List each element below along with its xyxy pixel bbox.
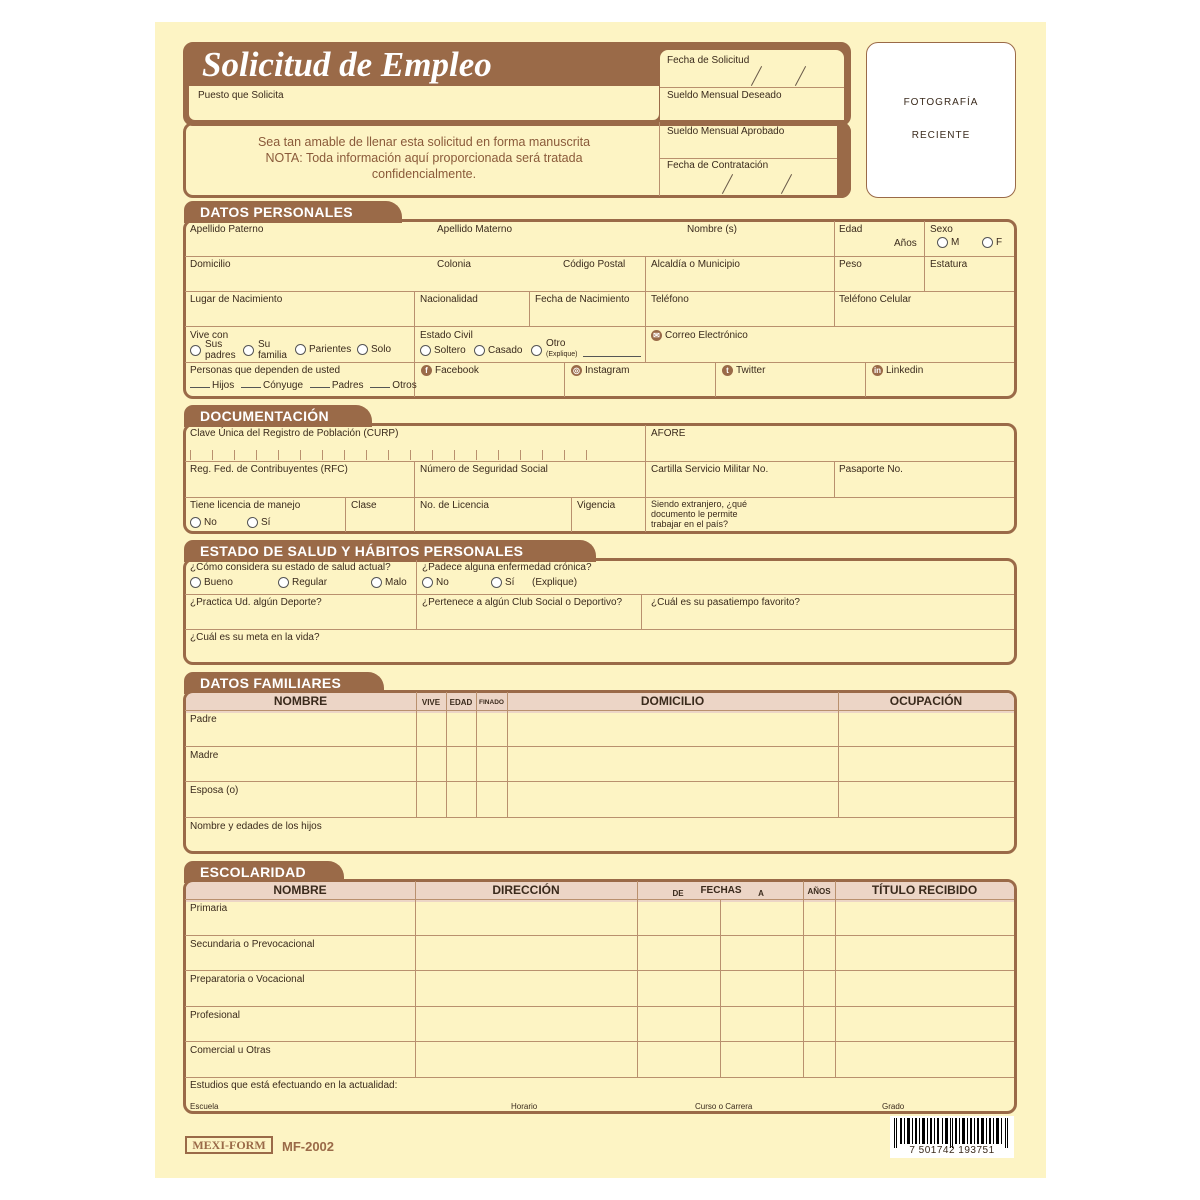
option-label: Casado — [488, 345, 523, 357]
curp-tick-row — [190, 450, 590, 461]
divider — [834, 461, 835, 497]
fill-line — [241, 387, 261, 388]
estudios-actual-label: Estudios que está efectuando en la actualidad: — [190, 1080, 398, 1091]
radio-circle[interactable] — [357, 344, 368, 355]
nacionalidad-label: Nacionalidad — [420, 294, 478, 305]
nss-label: Número de Seguridad Social — [420, 464, 548, 475]
section-tab-personales: DATOS PERSONALES — [184, 201, 402, 223]
radio-circle[interactable] — [937, 237, 948, 248]
col-header-direccion: DIRECCIÓN — [492, 883, 560, 897]
salud-bueno-option[interactable] — [190, 577, 233, 589]
curp-tick — [586, 450, 587, 460]
dependen-label: Personas que dependen de usted — [190, 365, 341, 376]
escolaridad-row-label: Preparatoria o Vocacional — [190, 974, 305, 985]
fill-line — [310, 387, 330, 388]
divider — [185, 970, 1014, 971]
apellido-materno-label: Apellido Materno — [437, 224, 513, 235]
option-label: Sí — [505, 577, 515, 589]
option-label: Regular — [292, 577, 328, 589]
option-label: Malo — [385, 577, 407, 589]
col-header-anos: AÑOS — [807, 887, 831, 896]
radio-circle[interactable] — [190, 517, 201, 528]
clase-label: Clase — [351, 500, 377, 511]
divider — [659, 122, 660, 196]
sueldo-aprobado-label: Sueldo Mensual Aprobado — [667, 126, 785, 137]
afore-label: AFORE — [651, 428, 686, 439]
nombre-label: Nombre (s) — [687, 224, 738, 235]
note-line: Sea tan amable de llenar esta solicitud en forma manuscrita — [257, 135, 591, 149]
divider — [185, 362, 1014, 363]
linkedin-text: Linkedin — [886, 365, 924, 377]
cronica-no-option[interactable] — [422, 577, 449, 589]
option-label: No — [436, 577, 449, 589]
facebook-text: Facebook — [435, 365, 479, 377]
photo-label: FOTOGRAFÍA — [903, 97, 979, 108]
pasaporte-label: Pasaporte No. — [839, 464, 903, 475]
otros-label: Otros — [392, 380, 417, 391]
barcode — [890, 1116, 1014, 1158]
radio-circle[interactable] — [243, 345, 254, 356]
divider — [529, 291, 530, 326]
divider — [185, 1077, 1014, 1078]
radio-circle[interactable] — [491, 577, 502, 588]
conyuge-label: Cónyuge — [263, 380, 304, 391]
divider — [185, 594, 1014, 595]
lugar-nac-label: Lugar de Nacimiento — [190, 294, 283, 305]
divider — [185, 461, 1014, 462]
domicilio-label: Domicilio — [190, 259, 231, 270]
note-text — [190, 134, 658, 182]
divider — [571, 497, 572, 532]
col-header-nombre: NOMBRE — [273, 883, 327, 897]
divider — [637, 881, 638, 1077]
cronica-explique-label: (Explique) — [532, 577, 578, 588]
curp-tick — [432, 450, 433, 460]
salud-box — [183, 558, 1017, 665]
otro-option[interactable] — [531, 338, 643, 358]
divider — [185, 781, 1014, 782]
rfc-label: Reg. Fed. de Contribuyentes (RFC) — [190, 464, 348, 475]
fecha-contratacion-label: Fecha de Contratación — [667, 160, 769, 171]
extranjero-line: Siendo extranjero, ¿qué — [651, 499, 748, 509]
divider — [834, 221, 835, 326]
vive-parientes-option[interactable] — [295, 344, 351, 356]
form-title: Solicitud de Empleo — [202, 45, 492, 84]
col-header-edad: EDAD — [449, 698, 473, 707]
section-tab-documentacion: DOCUMENTACIÓN — [184, 405, 372, 427]
vive-con-label: Vive con — [190, 330, 229, 341]
escuela-label: Escuela — [190, 1102, 219, 1111]
extranjero-line: trabajar en el país? — [651, 519, 729, 529]
radio-circle[interactable] — [247, 517, 258, 528]
peso-label: Peso — [839, 259, 862, 270]
divider — [720, 899, 721, 1077]
familiar-row-label: Esposa (o) — [190, 785, 239, 796]
vive-solo-option[interactable] — [357, 344, 391, 356]
divider — [415, 881, 416, 1077]
curp-tick — [212, 450, 213, 460]
divider — [185, 1006, 1014, 1007]
note-right-border — [837, 122, 851, 198]
divider — [185, 710, 1014, 711]
divider — [414, 461, 415, 532]
celular-label: Teléfono Celular — [839, 294, 912, 305]
curp-tick — [454, 450, 455, 460]
twitter-icon: t — [722, 365, 733, 376]
club-label: ¿Pertenece a algún Club Social o Deportivo? — [422, 597, 623, 608]
col-header-finado: FINADO — [479, 699, 504, 706]
divider — [924, 221, 925, 291]
divider — [185, 629, 1014, 630]
divider — [185, 497, 1014, 498]
instagram-icon: ◎ — [571, 365, 582, 376]
option-label: padres — [205, 350, 236, 361]
divider — [185, 746, 1014, 747]
curp-tick — [256, 450, 257, 460]
divider — [185, 817, 1014, 818]
curp-tick — [366, 450, 367, 460]
twitter-text: Twitter — [736, 365, 766, 377]
horario-label: Horario — [511, 1102, 538, 1111]
estado-civil-label: Estado Civil — [420, 330, 473, 341]
curp-tick — [410, 450, 411, 460]
option-label: Parientes — [309, 344, 352, 356]
section-tab-familiares: DATOS FAMILIARES — [184, 672, 384, 694]
fecha-solicitud-label: Fecha de Solicitud — [667, 55, 750, 66]
curp-tick — [388, 450, 389, 460]
option-label: familia — [258, 350, 287, 361]
option-label: F — [996, 237, 1003, 249]
licencia-si-option[interactable] — [247, 517, 270, 529]
divider — [660, 87, 844, 88]
fill-line — [583, 356, 641, 357]
radio-circle[interactable] — [982, 237, 993, 248]
facebook-label — [421, 365, 479, 377]
curp-tick — [344, 450, 345, 460]
note-line: NOTA: Toda información aquí proporcionada será tratada — [265, 151, 583, 165]
escolaridad-row-label: Secundaria o Prevocacional — [190, 939, 315, 950]
divider — [185, 1041, 1014, 1042]
curp-tick — [498, 450, 499, 460]
linkedin-label — [872, 365, 923, 377]
option-label: Soltero — [434, 345, 466, 357]
curp-tick — [564, 450, 565, 460]
meta-label: ¿Cuál es su meta en la vida? — [190, 632, 320, 643]
col-header-fechas: FECHAS — [700, 885, 742, 896]
extranjero-line: documento le permite — [651, 509, 738, 519]
divider — [645, 425, 646, 532]
radio-circle[interactable] — [190, 577, 201, 588]
radio-circle[interactable] — [295, 344, 306, 355]
puesto-label: Puesto que Solicita — [198, 90, 284, 101]
divider — [803, 881, 804, 1077]
divider — [185, 326, 1014, 327]
licencia-label: Tiene licencia de manejo — [190, 500, 301, 511]
curp-tick — [542, 450, 543, 460]
pasatiempo-label: ¿Cuál es su pasatiempo favorito? — [651, 597, 800, 608]
casado-option[interactable] — [474, 345, 522, 357]
option-label: No — [204, 517, 217, 529]
barcode-bars — [890, 1118, 1014, 1148]
col-header-nombre: NOMBRE — [273, 694, 328, 708]
grado-label: Grado — [882, 1102, 905, 1111]
col-header-titulo: TÍTULO RECIBIDO — [871, 883, 978, 897]
colonia-label: Colonia — [437, 259, 471, 270]
estado-salud-label: ¿Cómo considera su estado de salud actual? — [190, 562, 391, 573]
option-label: Solo — [371, 344, 392, 356]
divider — [185, 935, 1014, 936]
col-header-domicilio: DOMICILIO — [640, 694, 705, 708]
cp-label: Código Postal — [563, 259, 626, 270]
option-label: Sí — [261, 517, 271, 529]
option-label: Otro — [546, 338, 566, 349]
divider — [660, 158, 837, 159]
divider — [185, 291, 1014, 292]
linkedin-icon: in — [873, 366, 882, 375]
sexo-label: Sexo — [930, 224, 953, 235]
radio-circle[interactable] — [531, 345, 542, 356]
option-label: M — [951, 237, 960, 249]
option-sublabel: (Explique) — [546, 351, 578, 358]
edad-label: Edad — [839, 224, 863, 235]
note-line: confidencialmente. — [371, 167, 477, 181]
vigencia-label: Vigencia — [577, 500, 616, 511]
padres-label: Padres — [331, 380, 364, 391]
fill-line — [370, 387, 390, 388]
facebook-icon: f — [421, 365, 432, 376]
correo-label — [651, 330, 748, 342]
correo-text: Correo Electrónico — [665, 330, 748, 342]
cartilla-label: Cartilla Servicio Militar No. — [651, 464, 769, 475]
escolaridad-row-label: Primaria — [190, 903, 228, 914]
brand-logo: MEXI-FORM — [185, 1136, 273, 1154]
fill-line — [190, 387, 210, 388]
salud-malo-option[interactable] — [371, 577, 407, 589]
fecha-nac-label: Fecha de Nacimiento — [535, 294, 630, 305]
radio-circle[interactable] — [371, 577, 382, 588]
option-label: Su — [258, 339, 271, 350]
anos-label: Años — [894, 238, 917, 249]
dependen-options — [190, 380, 417, 392]
col-header-ocupacion: OCUPACIÓN — [889, 694, 963, 708]
salud-regular-option[interactable] — [278, 577, 327, 589]
divider — [345, 497, 346, 532]
section-tab-salud: ESTADO DE SALUD Y HÁBITOS PERSONALES — [184, 540, 596, 562]
hijos-label: Hijos — [212, 380, 235, 391]
divider — [641, 594, 642, 629]
option-label: Bueno — [204, 577, 233, 589]
instagram-label — [571, 365, 629, 377]
estatura-label: Estatura — [930, 259, 968, 270]
cronica-label: ¿Padece alguna enfermedad crónica? — [422, 562, 592, 573]
hijos-label: Nombre y edades de los hijos — [190, 821, 322, 832]
sexo-m-option[interactable] — [937, 237, 959, 249]
apellido-paterno-label: Apellido Paterno — [190, 224, 264, 235]
radio-circle[interactable] — [420, 345, 431, 356]
curp-tick — [234, 450, 235, 460]
radio-circle[interactable] — [278, 577, 289, 588]
alcaldia-label: Alcaldía o Municipio — [651, 259, 740, 270]
divider — [185, 899, 1014, 900]
col-header-a: A — [758, 889, 764, 898]
divider — [564, 362, 565, 397]
divider — [865, 362, 866, 397]
radio-circle[interactable] — [474, 345, 485, 356]
divider — [185, 256, 1014, 257]
instagram-text: Instagram — [585, 365, 630, 377]
photo-label: RECIENTE — [911, 130, 971, 141]
form-code: MF-2002 — [282, 1139, 335, 1154]
curp-label: Clave Única del Registro de Población (CURP) — [190, 428, 399, 439]
radio-circle[interactable] — [422, 577, 433, 588]
no-licencia-label: No. de Licencia — [420, 500, 489, 511]
section-tab-escolaridad: ESCOLARIDAD — [184, 861, 344, 883]
soltero-option[interactable] — [420, 345, 466, 357]
curp-tick — [476, 450, 477, 460]
deporte-label: ¿Practica Ud. algún Deporte? — [190, 597, 322, 608]
curp-tick — [322, 450, 323, 460]
divider — [838, 692, 839, 817]
escolaridad-row-label: Comercial u Otras — [190, 1045, 271, 1056]
sexo-f-option[interactable] — [982, 237, 1002, 249]
curp-tick — [278, 450, 279, 460]
col-header-de: DE — [672, 889, 684, 898]
col-header-vive: VIVE — [421, 698, 441, 707]
divider — [416, 560, 417, 629]
sueldo-deseado-label: Sueldo Mensual Deseado — [667, 90, 782, 101]
familiar-row-label: Padre — [190, 714, 217, 725]
licencia-no-option[interactable] — [190, 517, 217, 529]
barcode-number: 7 501742 193751 — [909, 1145, 995, 1156]
telefono-label: Teléfono — [651, 294, 689, 305]
divider — [835, 881, 836, 1077]
curp-tick — [520, 450, 521, 460]
curp-tick — [190, 450, 191, 460]
twitter-label — [722, 365, 765, 377]
divider — [715, 362, 716, 397]
option-label: Sus — [205, 339, 223, 350]
escolaridad-row-label: Profesional — [190, 1010, 241, 1021]
extranjero-label — [651, 499, 747, 529]
familiar-row-label: Madre — [190, 750, 219, 761]
curso-label: Curso o Carrera — [695, 1102, 753, 1111]
envelope-icon: ✉ — [651, 330, 662, 341]
radio-circle[interactable] — [190, 345, 201, 356]
cronica-si-option[interactable] — [491, 577, 514, 589]
photo-box — [866, 42, 1016, 198]
divider — [645, 256, 646, 362]
divider — [507, 692, 508, 817]
curp-tick — [300, 450, 301, 460]
escolaridad-box — [183, 879, 1017, 1114]
